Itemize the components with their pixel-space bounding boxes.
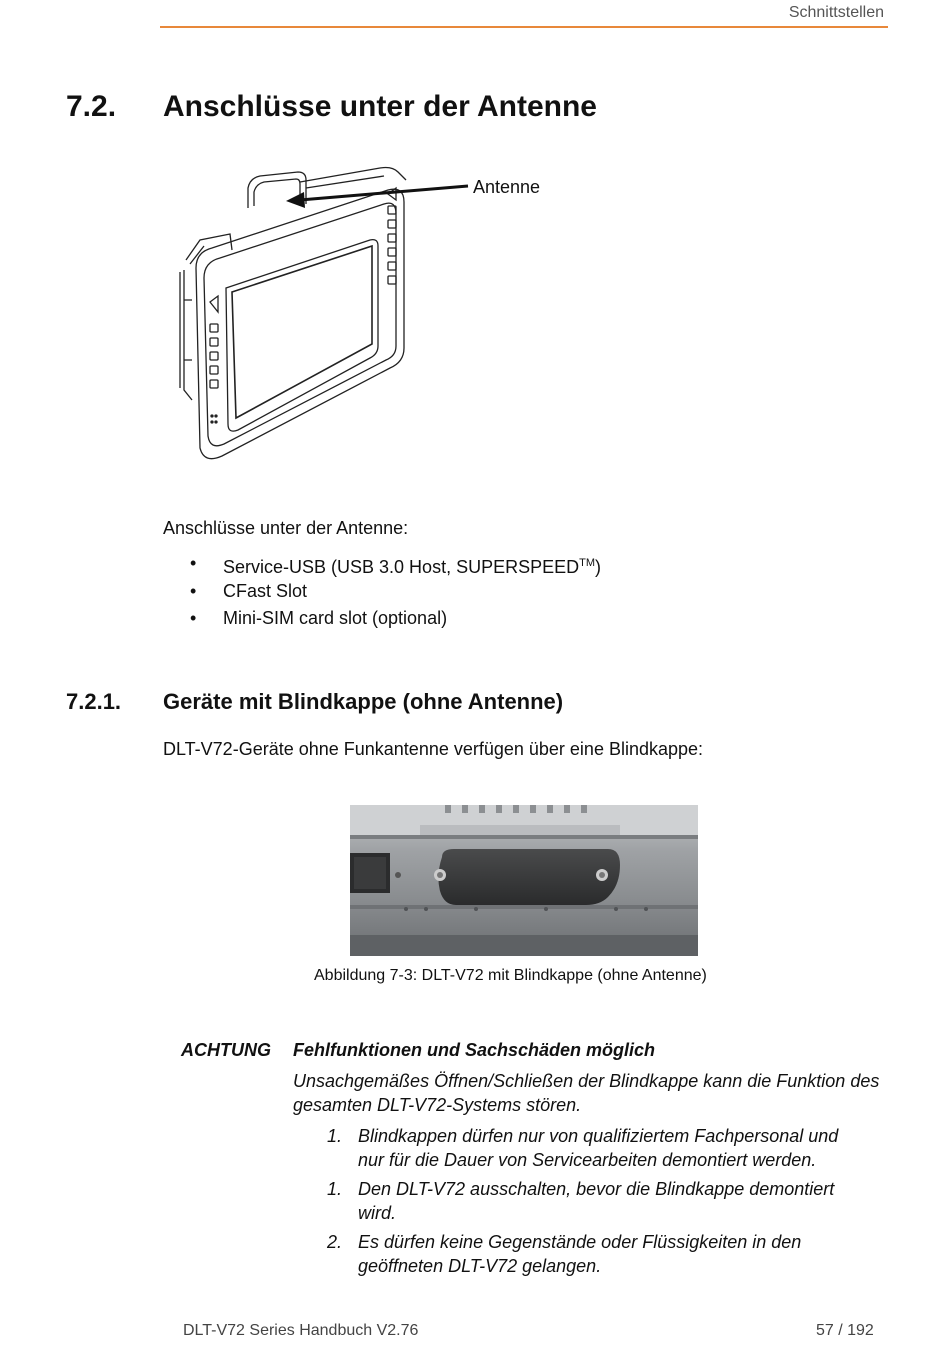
section-title: Anschlüsse unter der Antenne [163,90,597,123]
warning-title: Fehlfunktionen und Sachschäden möglich [293,1040,656,1060]
bullet-glyph: • [190,580,197,601]
page-header [160,0,888,28]
warning-body: Unsachgemäßes Öffnen/Schließen der Blindkappe kann die Funktion des gesamten DLT-V72-Systems stören. [293,1071,880,1115]
bullet-glyph: • [190,608,197,628]
list-item: • Mini-SIM card slot (optional) [190,605,601,633]
figure-caption: Abbildung 7-3: DLT-V72 mit Blindkappe (ohne Antenne) [314,967,707,984]
subsection-text: DLT-V72-Geräte ohne Funkantenne verfügen über eine Blindkappe: [163,739,704,759]
section-number: 7.2. [66,90,117,123]
callout-arrow [280,180,470,210]
warning-steps [327,1124,867,1283]
antenna-callout-label: Antenne [473,177,541,197]
list-item: 1. Den DLT-V72 ausschalten, bevor die Blindkappe demontiert wird. [327,1179,835,1223]
list-item: • CFast Slot [190,578,601,606]
header-section-title: Schnittstellen [788,4,884,21]
blind-cap-photo [350,805,698,956]
bullet-glyph: • [190,553,197,573]
list-item: 1. Blindkappen dürfen nur von qualifiziertem Fachpersonal und nur für die Dauer von Servicearbeiten demontiert werden. [327,1126,839,1170]
page-number: 57 / 192 [816,1322,874,1339]
intro-text: Anschlüsse unter der Antenne: [163,518,409,538]
list-item: 2. Es dürfen keine Gegenstände oder Flüssigkeiten in den geöffneten DLT-V72 gelangen. [327,1232,802,1276]
connector-list [190,550,601,633]
warning-label: ACHTUNG [181,1040,271,1060]
list-item: • Service-USB (USB 3.0 Host, SUPERSPEED™) [190,550,601,578]
footer-doc-title: DLT-V72 Series Handbuch V2.76 [183,1322,419,1339]
subsection-title: Geräte mit Blindkappe (ohne Antenne) [163,689,564,714]
subsection-number: 7.2.1. [66,689,122,714]
